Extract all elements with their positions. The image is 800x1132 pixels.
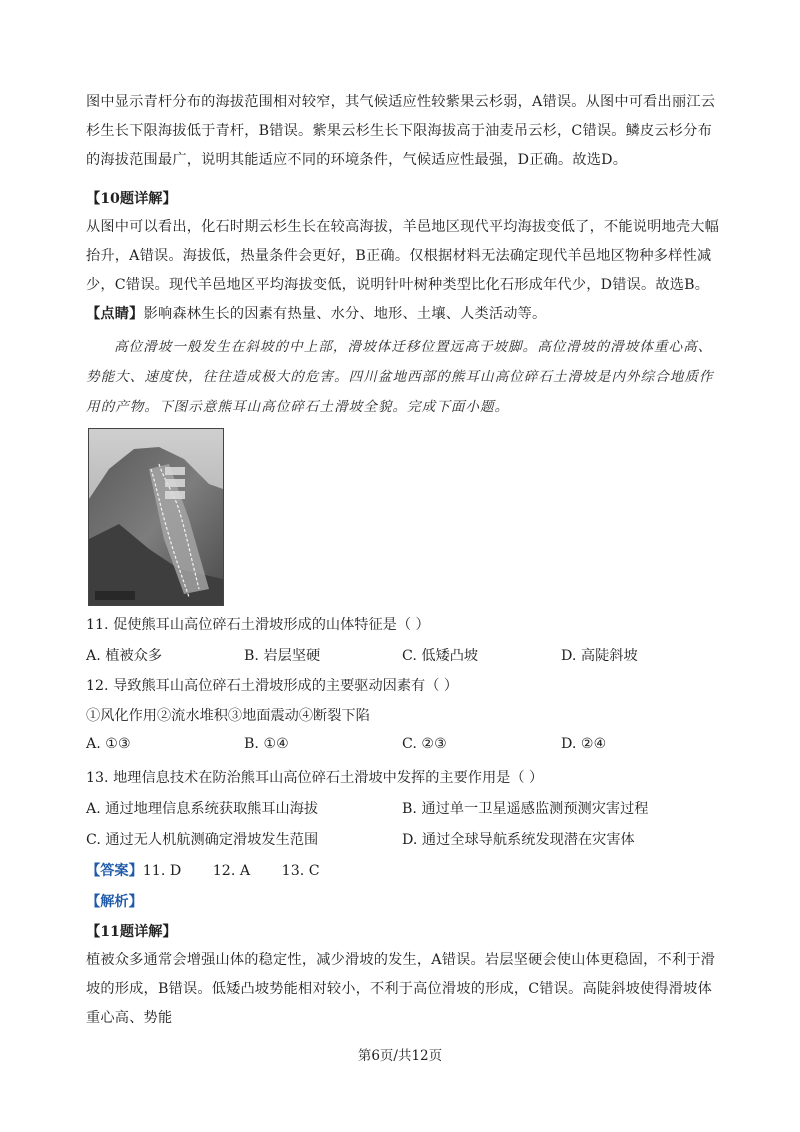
dianjing-text: 影响森林生长的因素有热量、水分、地形、土壤、人类活动等。	[143, 306, 547, 322]
page-footer: 第6页/共12页	[357, 1048, 443, 1064]
question-12-stem: 12. 导致熊耳山高位碎石土滑坡形成的主要驱动因素有（ ）	[86, 678, 459, 694]
q11-option-a: A. 植被众多	[86, 648, 163, 664]
q12-option-a: A. ①③	[86, 736, 131, 752]
q12-option-c: C. ②③	[402, 736, 447, 752]
q13-option-b: B. 通过单一卫星遥感监测预测灾害过程	[402, 801, 649, 817]
q11-option-b: B. 岩层坚硬	[244, 648, 321, 664]
answer-values: 11. D 12. A 13. C	[142, 863, 320, 879]
q12-option-b: B. ①④	[244, 736, 289, 752]
heading-q11-detail: 【11题详解】	[86, 924, 177, 940]
question-12-items: ①风化作用②流水堆积③地面震动④断裂下陷	[86, 708, 370, 724]
question-11-stem: 11. 促使熊耳山高位碎石土滑坡形成的山体特征是（ ）	[86, 617, 430, 633]
analysis-label: 【解析】	[86, 894, 143, 910]
q13-option-a: A. 通过地理信息系统获取熊耳山海拔	[86, 801, 319, 817]
question-13-stem: 13. 地理信息技术在防治熊耳山高位碎石土滑坡中发挥的主要作用是（ ）	[86, 770, 544, 786]
q11-option-c: C. 低矮凸坡	[402, 648, 479, 664]
q13-option-d: D. 通过全球导航系统发现潜在灾害体	[402, 832, 635, 848]
heading-q10-detail: 【10题详解】	[86, 191, 177, 207]
material-intro: 高位滑坡一般发生在斜坡的中上部，滑坡体迁移位置远高于坡脚。高位滑坡的滑坡体重心高、势能大、速度快，往往造成极大的危害。四川盆地西部的熊耳山高位碎石土滑坡是内外综合地质作用的产物。下图示意熊耳山高位碎石土滑坡全貌。完成下面小题。	[86, 339, 714, 415]
paragraph-q10-explanation: 从图中可以看出，化石时期云杉生长在较高海拔，羊邑地区现代平均海拔变低了，不能说明地壳大幅抬升，A错误。海拔低，热量条件会更好，B正确。仅根据材料无法确定现代羊邑地区物种多样性减少，C错误。现代羊邑地区平均海拔变低，说明针叶树种类型比化石形成年代少，D错误。故选B。	[86, 219, 720, 293]
paragraph-q11-explanation: 植被众多通常会增强山体的稳定性，减少滑坡的发生，A错误。岩层坚硬会使山体更稳固，不利于滑坡的形成，B错误。低矮凸坡势能相对较小，不利于高位滑坡的形成，C错误。高陡斜坡使得滑坡体重心高、势能	[86, 952, 716, 1026]
landslide-photo	[88, 428, 224, 606]
answer-label: 【答案】	[86, 863, 143, 879]
answer-line	[86, 860, 320, 880]
landslide-photo-graphic	[89, 429, 223, 605]
paragraph-q9-explanation: 图中显示青杆分布的海拔范围相对较窄，其气候适应性较紫果云杉弱，A错误。从图中可看出丽江云杉生长下限海拔低于青杆，B错误。紫果云杉生长下限海拔高于油麦吊云杉，C错误。鳞皮云杉分布的海拔范围最广，说明其能适应不同的环境条件，气候适应性最强，D正确。故选D。	[86, 94, 716, 168]
dianjing-label: 【点睛】	[86, 306, 144, 322]
q12-option-d: D. ②④	[561, 736, 607, 752]
dianjing-line	[86, 300, 726, 329]
q13-option-c: C. 通过无人机航测确定滑坡发生范围	[86, 832, 319, 848]
q11-option-d: D. 高陡斜坡	[561, 648, 638, 664]
